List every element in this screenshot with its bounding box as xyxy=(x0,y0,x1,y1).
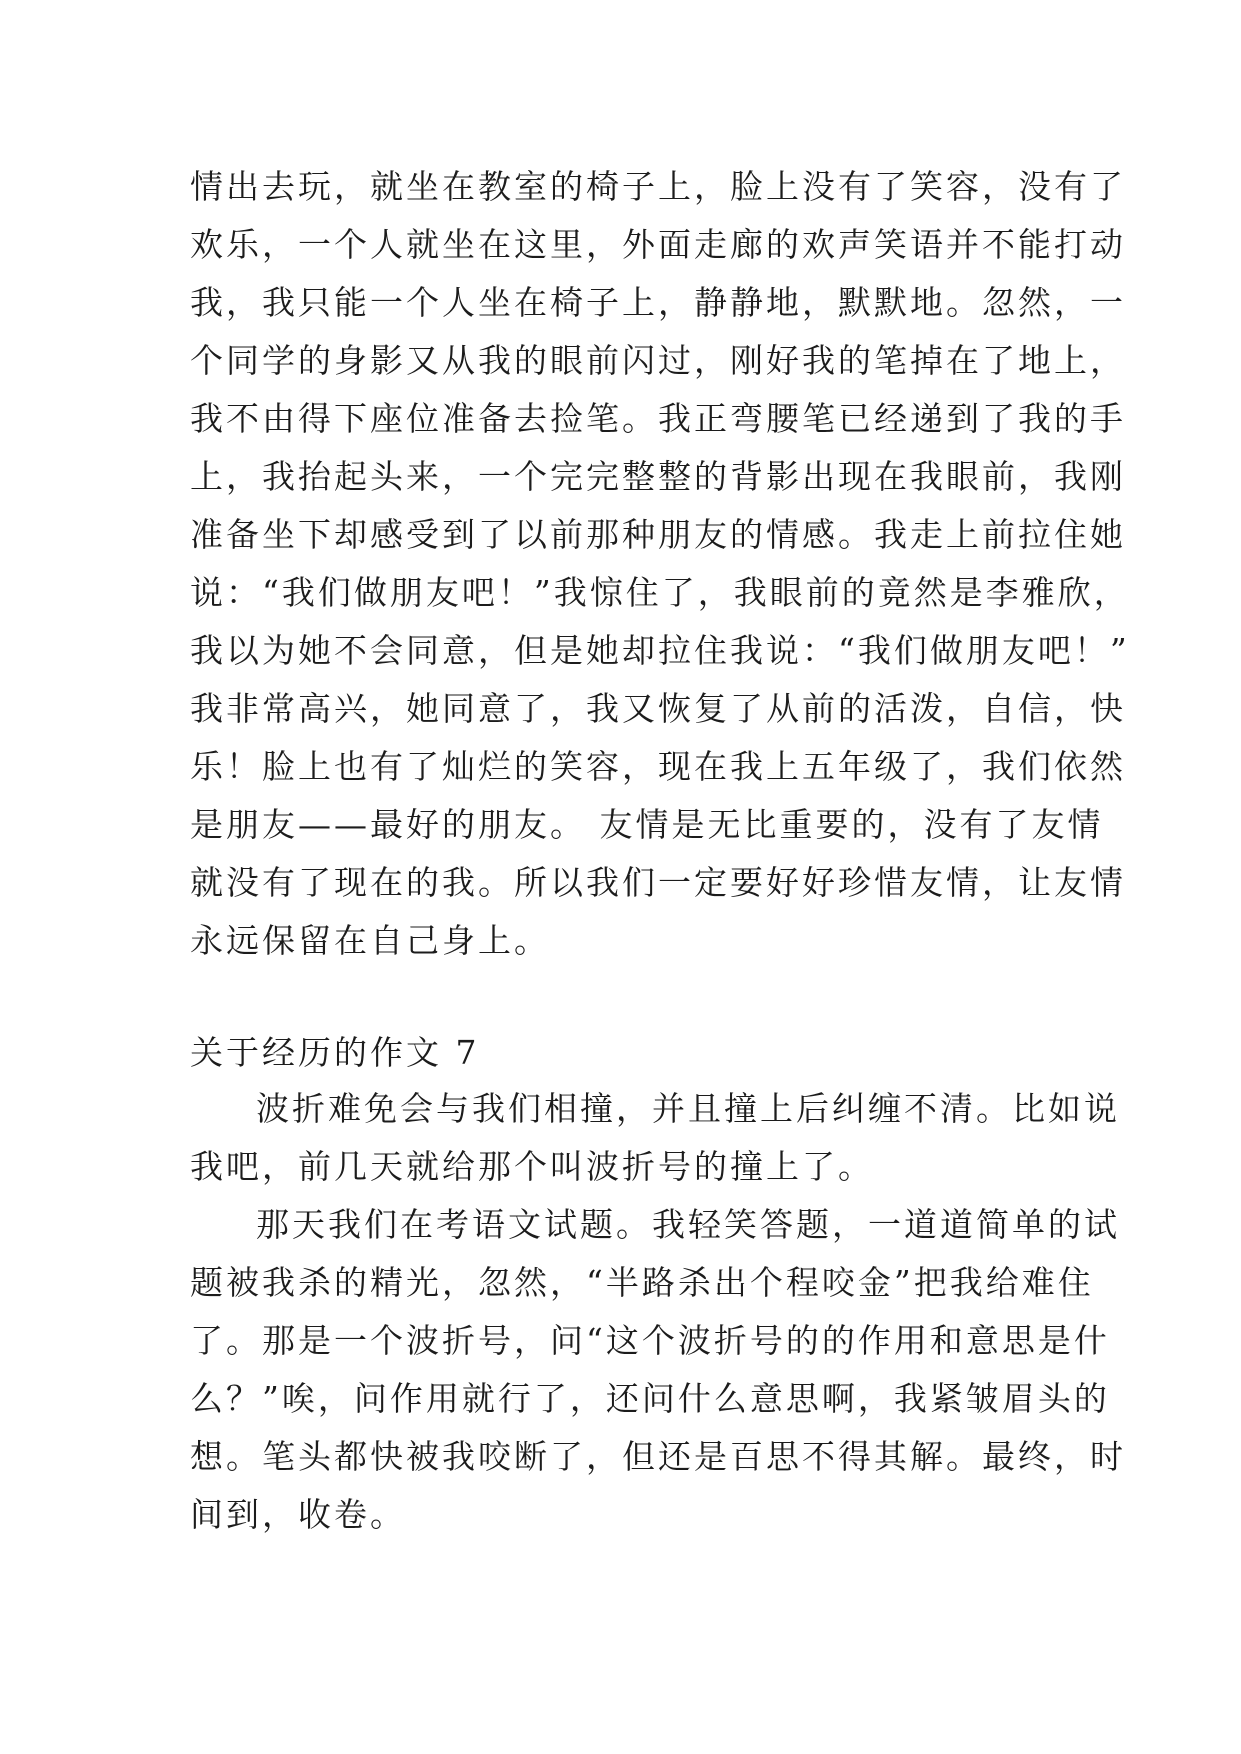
text-line: 乐！脸上也有了灿烂的笑容，现在我上五年级了，我们依然 xyxy=(190,747,1126,786)
text-line: 我非常高兴，她同意了，我又恢复了从前的活泼，自信，快 xyxy=(190,689,1126,728)
text-line: 我不由得下座位准备去捡笔。我正弯腰笔已经递到了我的手 xyxy=(190,399,1126,438)
text-line: 准备坐下却感受到了以前那种朋友的情感。我走上前拉住她 xyxy=(190,515,1126,554)
text-line: 么？”唉，问作用就行了，还问什么意思啊，我紧皱眉头的 xyxy=(190,1379,1110,1418)
paragraph-intro xyxy=(190,1080,1120,1196)
text-line: 了。那是一个波折号，问“这个波折号的的作用和意思是什 xyxy=(190,1321,1110,1360)
text-line: 那天我们在考语文试题。我轻笑答题，一道道简单的试 xyxy=(256,1205,1120,1244)
text-line: 就没有了现在的我。所以我们一定要好好珍惜友情，让友情 xyxy=(190,863,1126,902)
text-line: 上，我抬起头来，一个完完整整的背影出现在我眼前，我刚 xyxy=(190,457,1126,496)
text-line: 我，我只能一个人坐在椅子上，静静地，默默地。忽然，一 xyxy=(190,283,1126,322)
text-line: 永远保留在自己身上。 xyxy=(190,921,550,960)
text-line: 间到，收卷。 xyxy=(190,1495,406,1534)
paragraph-friendship-ending xyxy=(190,158,1130,970)
text-line: 题被我杀的精光，忽然，“半路杀出个程咬金”把我给难住 xyxy=(190,1263,1094,1302)
text-line: 是朋友——最好的朋友。 友情是无比重要的，没有了友情 xyxy=(190,805,1104,844)
essay-heading xyxy=(190,1024,1070,1082)
text-line: 想。笔头都快被我咬断了，但还是百思不得其解。最终，时 xyxy=(190,1437,1126,1476)
section-title: 关于经历的作文 7 xyxy=(190,1033,480,1072)
text-line: 波折难免会与我们相撞，并且撞上后纠缠不清。比如说 xyxy=(256,1089,1120,1128)
text-line: 我吧，前几天就给那个叫波折号的撞上了。 xyxy=(190,1147,874,1186)
text-line: 说：“我们做朋友吧！”我惊住了，我眼前的竟然是李雅欣， xyxy=(190,573,1130,612)
text-line: 欢乐，一个人就坐在这里，外面走廊的欢声笑语并不能打动 xyxy=(190,225,1126,264)
text-line: 我以为她不会同意，但是她却拉住我说：“我们做朋友吧！” xyxy=(190,631,1130,670)
paragraph-exam xyxy=(190,1196,1126,1544)
text-line: 个同学的身影又从我的眼前闪过，刚好我的笔掉在了地上， xyxy=(190,341,1126,380)
text-line: 情出去玩，就坐在教室的椅子上，脸上没有了笑容，没有了 xyxy=(190,167,1126,206)
